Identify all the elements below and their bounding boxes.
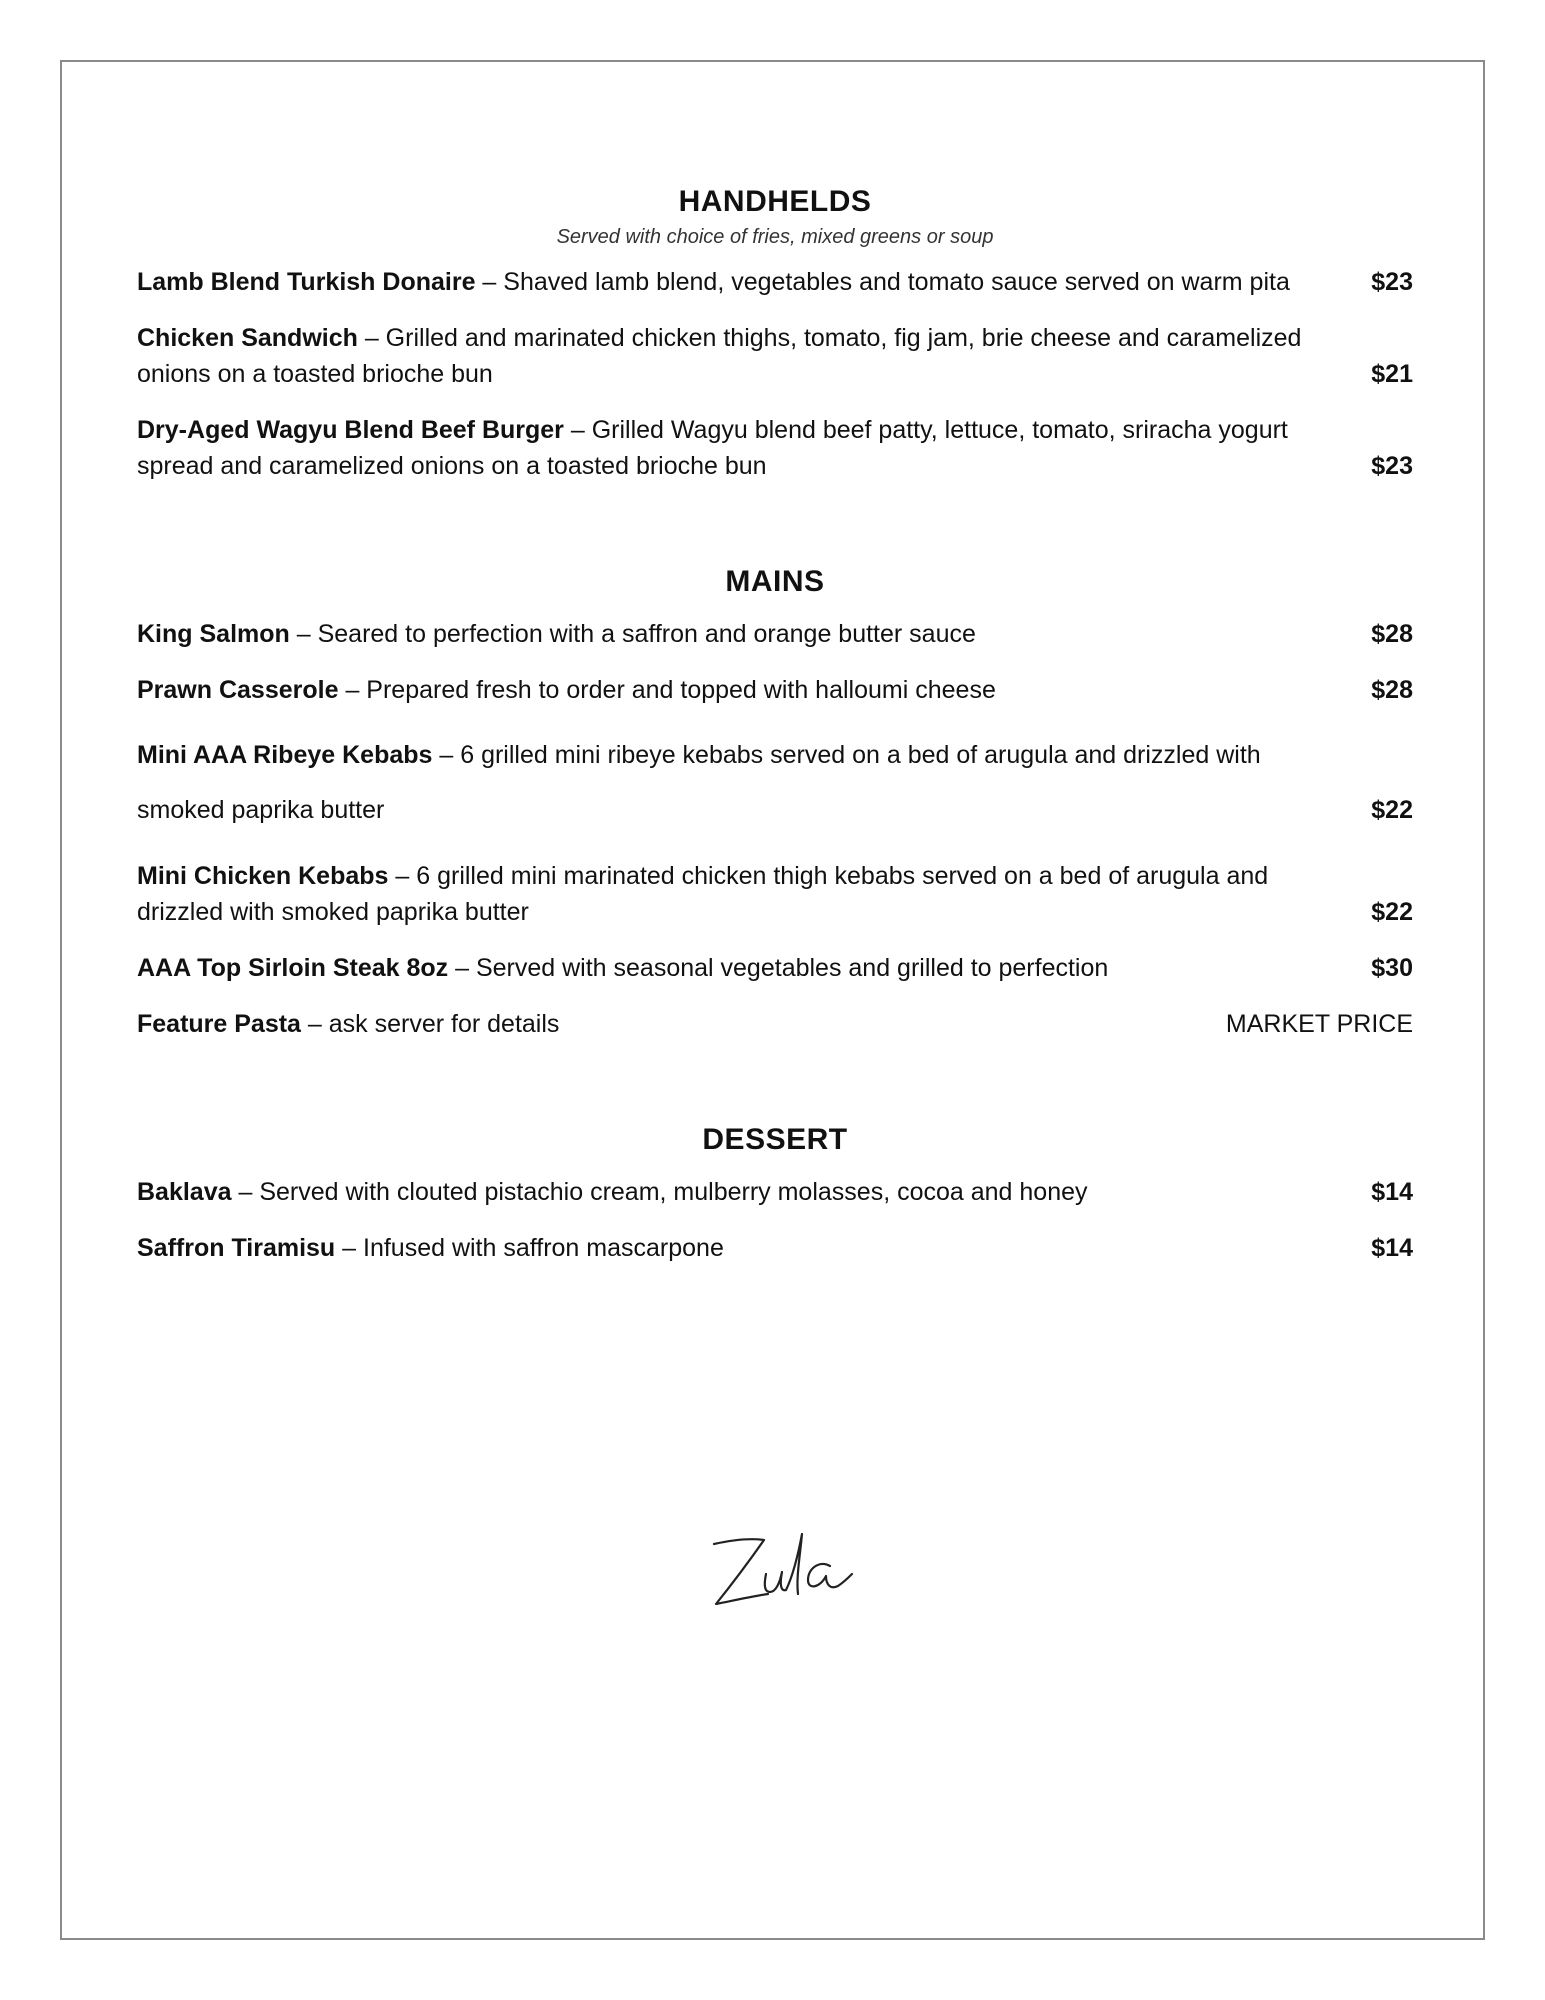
section-subtitle: Served with choice of fries, mixed greens or soup — [556, 226, 994, 248]
item-name: Lamb Blend Turkish Donaire — [137, 268, 476, 296]
item-price: $22 — [1371, 898, 1413, 926]
item-price: $28 — [1371, 620, 1413, 648]
section-mains — [137, 562, 1413, 1042]
zula-signature-logo — [702, 1522, 862, 1622]
item-price: $23 — [1371, 452, 1413, 480]
menu-item — [137, 858, 1413, 930]
item-description: – Grilled Wagyu blend beef patty, lettuce, tomato, sriracha yogurt spread and caramelized onions on a toasted brioche bun — [137, 416, 1288, 480]
menu-item — [137, 672, 1413, 708]
section-title: MAINS — [725, 565, 825, 598]
item-description: – Served with clouted pistachio cream, mulberry molasses, cocoa and honey — [231, 1178, 1088, 1206]
menu-item — [137, 1006, 1413, 1042]
section-title: HANDHELDS — [678, 185, 872, 218]
menu-page — [60, 60, 1485, 1940]
item-name: Feature Pasta — [137, 1010, 301, 1038]
menu-item — [137, 950, 1413, 986]
item-description: – 6 grilled mini ribeye kebabs served on a bed of arugula and drizzled with smoked paprika butter — [137, 741, 1261, 824]
item-name: Dry-Aged Wagyu Blend Beef Burger — [137, 416, 564, 444]
item-name: Prawn Casserole — [137, 676, 339, 704]
item-price: $21 — [1371, 360, 1413, 388]
menu-item — [137, 1230, 1413, 1266]
item-price: $14 — [1371, 1234, 1413, 1262]
menu-item — [137, 412, 1413, 484]
menu-item — [137, 320, 1413, 392]
item-price: $23 — [1371, 268, 1413, 296]
section-handhelds — [137, 182, 1413, 484]
item-description: – ask server for details — [300, 1010, 560, 1038]
item-price: $22 — [1371, 796, 1413, 824]
item-price: MARKET PRICE — [1225, 1010, 1413, 1038]
item-price: $28 — [1371, 676, 1413, 704]
item-description: – Grilled and marinated chicken thighs, tomato, fig jam, brie cheese and caramelized onions on a toasted brioche bun — [137, 324, 1302, 388]
menu-item — [137, 264, 1413, 300]
menu-item — [137, 616, 1413, 652]
item-name: King Salmon — [137, 620, 290, 648]
item-price: $30 — [1371, 954, 1413, 982]
item-name: Baklava — [137, 1178, 232, 1206]
menu-item — [137, 1174, 1413, 1210]
item-price: $14 — [1371, 1178, 1413, 1206]
menu-content — [137, 182, 1413, 1286]
item-description: – Prepared fresh to order and topped with halloumi cheese — [338, 676, 996, 704]
item-description: – Seared to perfection with a saffron and orange butter sauce — [289, 620, 976, 648]
item-description: – Shaved lamb blend, vegetables and tomato sauce served on warm pita — [475, 268, 1290, 296]
item-description: – Infused with saffron mascarpone — [335, 1234, 724, 1262]
item-description: – Served with seasonal vegetables and grilled to perfection — [448, 954, 1109, 982]
item-description: – 6 grilled mini marinated chicken thigh kebabs served on a bed of arugula and drizzled with smoked paprika butter — [137, 862, 1269, 926]
item-name: Mini AAA Ribeye Kebabs — [137, 741, 433, 769]
menu-item — [137, 728, 1413, 838]
item-name: AAA Top Sirloin Steak 8oz — [137, 954, 449, 982]
section-dessert — [137, 1120, 1413, 1266]
item-name: Saffron Tiramisu — [137, 1234, 336, 1262]
item-name: Mini Chicken Kebabs — [137, 862, 389, 890]
item-name: Chicken Sandwich — [137, 324, 358, 352]
section-title: DESSERT — [702, 1123, 848, 1156]
